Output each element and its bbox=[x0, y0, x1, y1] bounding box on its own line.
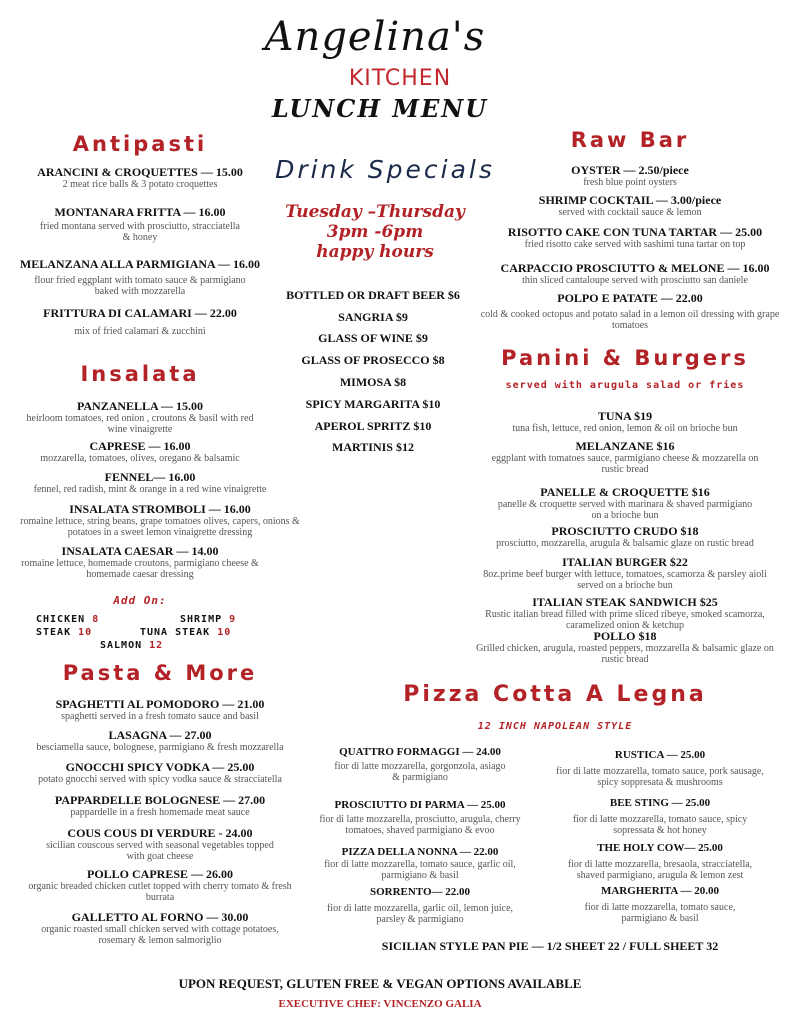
pizza-title: Pizza Cotta A Legna bbox=[403, 682, 707, 707]
logo-script: Angelina's bbox=[264, 14, 486, 60]
menu-item bbox=[500, 194, 760, 218]
menu-item bbox=[10, 307, 270, 337]
addon-chicken bbox=[36, 614, 99, 625]
item-name: FRITTURA DI CALAMARI — 22.00 bbox=[43, 306, 237, 320]
item-desc: mix of fried calamari & zucchini bbox=[74, 326, 206, 337]
menu-item bbox=[540, 842, 780, 881]
item-name: MELANZANA ALLA PARMIGIANA — 16.00 bbox=[19, 257, 261, 271]
item-desc: fior di latte mozzarella, tomato sauce, pork sausage, spicy soppresata & mushrooms bbox=[556, 766, 764, 788]
menu-item bbox=[10, 400, 270, 435]
drink-item: BOTTLED OR DRAFT BEER $6 bbox=[286, 288, 460, 302]
addon-price: 10 bbox=[78, 627, 93, 638]
logo-kitchen: KITCHEN bbox=[348, 66, 452, 91]
footer-note: UPON REQUEST, GLUTEN FREE & VEGAN OPTIONS AVAILABLE bbox=[178, 976, 582, 991]
item-desc: fior di latte mozzarella, tomato sauce, spicy sopressata & hot honey bbox=[572, 814, 748, 836]
item-name: CAPRESE — 16.00 bbox=[89, 439, 191, 453]
menu-item bbox=[5, 503, 315, 538]
addon-label: CHICKEN bbox=[36, 614, 86, 625]
footer-chef: EXECUTIVE CHEF: VINCENZO GALIA bbox=[278, 998, 482, 1010]
item-name: OYSTER — 2.50/piece bbox=[571, 163, 689, 177]
item-desc: eggplant with tomatoes sauce, parmigiano cheese & mozzarella on rustic bread bbox=[491, 453, 759, 475]
menu-item bbox=[10, 698, 310, 722]
item-name: MELANZANE $16 bbox=[575, 439, 675, 453]
menu-item bbox=[480, 486, 770, 521]
item-name: ARANCINI & CROQUETTES — 15.00 bbox=[37, 165, 243, 179]
drinks-days: Tuesday –Thursday bbox=[285, 202, 465, 222]
item-desc: besciamella sauce, bolognese, parmigiano & fresh mozzarella bbox=[36, 742, 284, 753]
item-name: QUATTRO FORMAGGI — 24.00 bbox=[339, 746, 501, 758]
menu-item bbox=[490, 226, 780, 250]
menu-item bbox=[545, 885, 775, 924]
item-name: THE HOLY COW— 25.00 bbox=[597, 842, 723, 854]
menu-item bbox=[545, 797, 775, 836]
item-desc: fior di latte mozzarella, tomato sauce, garlic oil, parmigiano & basil bbox=[324, 859, 516, 881]
item-name: SHRIMP COCKTAIL — 3.00/piece bbox=[538, 193, 722, 207]
drink-item: GLASS OF WINE $9 bbox=[318, 331, 428, 345]
item-name: PROSCIUTTO CRUDO $18 bbox=[551, 524, 699, 538]
menu-item bbox=[315, 746, 525, 783]
item-desc: fried montana served with prosciutto, stracciatella & honey bbox=[40, 221, 240, 243]
menu-item bbox=[490, 262, 780, 286]
item-desc: romaine lettuce, string beans, grape tomatoes olives, capers, onions & potatoes in a sweet lemon vinaigrette dressing bbox=[20, 516, 300, 538]
item-desc: pappardelle in a fresh homemade meat sauce bbox=[70, 807, 250, 818]
addon-label: STEAK bbox=[36, 627, 72, 638]
addon-price: 10 bbox=[217, 627, 232, 638]
addon-label: SALMON bbox=[100, 640, 143, 651]
item-name: GALLETTO AL FORNO — 30.00 bbox=[71, 910, 249, 924]
item-name: POLPO E PATATE — 22.00 bbox=[557, 291, 703, 305]
item-desc: tuna fish, lettuce, red onion, lemon & oil on brioche bun bbox=[512, 423, 738, 434]
item-name: COUS COUS DI VERDURE - 24.00 bbox=[67, 826, 253, 840]
addon-label: SHRIMP bbox=[180, 614, 223, 625]
item-desc: heirloom tomatoes, red onion , croutons & basil with red wine vinaigrette bbox=[26, 413, 254, 435]
item-desc: 8oz.prime beef burger with lettuce, tomatoes, scamorza & parsley aioli served on a brioche bun bbox=[483, 569, 767, 591]
menu-item bbox=[470, 556, 780, 591]
menu-item bbox=[475, 292, 785, 331]
addon-price: 9 bbox=[229, 614, 237, 625]
item-name: GNOCCHI SPICY VODKA — 25.00 bbox=[65, 760, 255, 774]
item-name: INSALATA CAESAR — 14.00 bbox=[61, 544, 219, 558]
item-desc: Grilled chicken, arugula, roasted peppers, mozzarella & balsamic glaze on rustic bread bbox=[476, 643, 774, 665]
item-name: PANELLE & CROQUETTE $16 bbox=[540, 485, 710, 499]
menu-item bbox=[480, 440, 770, 475]
item-desc: mozzarella, tomatoes, olives, oregano & balsamic bbox=[40, 453, 240, 464]
item-desc: sicilian couscous served with seasonal vegetables topped with goat cheese bbox=[46, 840, 274, 862]
drink-item: MIMOSA $8 bbox=[339, 375, 407, 389]
drink-item: SANGRIA $9 bbox=[338, 310, 408, 324]
rawbar-title: Raw Bar bbox=[570, 128, 690, 152]
menu-item bbox=[10, 206, 270, 243]
item-desc: fennel, red radish, mint & orange in a red wine vinaigrette bbox=[33, 484, 267, 495]
panini-title: Panini & Burgers bbox=[501, 346, 749, 370]
item-name: PIZZA DELLA NONNA — 22.00 bbox=[341, 846, 499, 858]
item-desc: prosciutto, mozzarella, arugula & balsamic glaze on rustic bread bbox=[496, 538, 754, 549]
item-desc: Rustic italian bread filled with prime sliced ribeye, smoked scamorza, caramelized onion & ketchup bbox=[485, 609, 765, 631]
item-name: BEE STING — 25.00 bbox=[609, 797, 711, 809]
item-name: RISOTTO CAKE CON TUNA TARTAR — 25.00 bbox=[507, 225, 763, 239]
item-name: PROSCIUTTO DI PARMA — 25.00 bbox=[334, 799, 506, 811]
addon-label: TUNA STEAK bbox=[140, 627, 211, 638]
item-name: PAPPARDELLE BOLOGNESE — 27.00 bbox=[54, 793, 266, 807]
item-name: POLLO CAPRESE — 26.00 bbox=[86, 867, 233, 881]
item-name: PANZANELLA — 15.00 bbox=[76, 399, 204, 413]
item-desc: fresh blue point oysters bbox=[583, 177, 677, 188]
drink-item: GLASS OF PROSECCO $8 bbox=[301, 353, 445, 367]
item-desc: fried risotto cake served with sashimi tuna tartar on top bbox=[524, 239, 746, 250]
item-name: ITALIAN STEAK SANDWICH $25 bbox=[532, 595, 718, 609]
drinks-title: Drink Specials bbox=[275, 155, 495, 184]
addon-price: 8 bbox=[92, 614, 100, 625]
menu-item bbox=[10, 794, 310, 818]
drink-item: APEROL SPRITZ $10 bbox=[314, 419, 432, 433]
menu-item bbox=[10, 258, 270, 297]
item-name: POLLO $18 bbox=[593, 629, 657, 643]
menu-item bbox=[465, 630, 785, 665]
menu-item bbox=[480, 410, 770, 434]
item-desc: fior di latte mozzarella, prosciutto, arugula, cherry tomatoes, shaved parmigiano & evoo bbox=[319, 814, 521, 836]
drinks-hours: 3pm -6pm bbox=[326, 222, 424, 242]
addon-price: 12 bbox=[149, 640, 164, 651]
menu-item bbox=[310, 799, 530, 836]
menu-item bbox=[310, 846, 530, 881]
item-name: LASAGNA — 27.00 bbox=[108, 728, 212, 742]
addon-title: Add On: bbox=[113, 594, 167, 607]
item-name: TUNA $19 bbox=[597, 409, 653, 423]
pan-pie: SICILIAN STYLE PAN PIE — 1/2 SHEET 22 / FULL SHEET 32 bbox=[381, 939, 719, 953]
menu-item bbox=[5, 729, 315, 753]
menu-item bbox=[10, 545, 270, 580]
menu-item bbox=[10, 911, 310, 946]
pasta-title: Pasta & More bbox=[62, 661, 258, 685]
menu-item bbox=[470, 596, 780, 631]
item-desc: fior di latte mozzarella, bresaola, stracciatella, shaved parmigiano, arugula & lemon zest bbox=[567, 859, 753, 881]
menu-item bbox=[310, 886, 530, 925]
drink-item: SPICY MARGARITA $10 bbox=[305, 397, 441, 411]
item-name: ITALIAN BURGER $22 bbox=[562, 555, 688, 569]
drinks-happy: happy hours bbox=[316, 242, 434, 262]
menu-item bbox=[10, 827, 310, 862]
menu-item bbox=[10, 868, 310, 903]
item-desc: fior di latte mozzarella, tomato sauce, parmigiano & basil bbox=[584, 902, 736, 924]
item-desc: flour fried eggplant with tomato sauce & parmigiano baked with mozzarella bbox=[34, 275, 246, 297]
item-name: FENNEL— 16.00 bbox=[104, 470, 196, 484]
menu-item bbox=[545, 749, 775, 788]
item-desc: fior di latte mozzarella, garlic oil, lemon juice, parsley & parmigiano bbox=[326, 903, 514, 925]
item-name: SPAGHETTI AL POMODORO — 21.00 bbox=[55, 697, 265, 711]
item-desc: served with cocktail sauce & lemon bbox=[558, 207, 702, 218]
item-name: MARGHERITA — 20.00 bbox=[600, 885, 720, 897]
addon-salmon bbox=[100, 640, 163, 651]
item-name: RUSTICA — 25.00 bbox=[614, 749, 706, 761]
item-name: INSALATA STROMBOLI — 16.00 bbox=[69, 502, 251, 516]
item-name: CARPACCIO PROSCIUTTO & MELONE — 16.00 bbox=[500, 261, 770, 275]
pizza-subtitle: 12 INCH NAPOLEAN STYLE bbox=[477, 721, 633, 732]
menu-item bbox=[10, 166, 270, 190]
menu-item bbox=[500, 164, 760, 188]
menu-item bbox=[10, 440, 270, 464]
drink-item: MARTINIS $12 bbox=[332, 440, 414, 454]
item-desc: cold & cooked octopus and potato salad in a lemon oil dressing with grape tomatoes bbox=[480, 309, 780, 331]
menu-item bbox=[5, 761, 315, 785]
item-desc: potato gnocchi served with spicy vodka sauce & stracciatella bbox=[38, 774, 282, 785]
item-name: SORRENTO— 22.00 bbox=[369, 886, 471, 898]
antipasti-title: Antipasti bbox=[72, 132, 208, 156]
item-desc: panelle & croquette served with marinara & shaved parmigiano on a brioche bun bbox=[497, 499, 753, 521]
addon-shrimp bbox=[180, 614, 236, 625]
item-desc: 2 meat rice balls & 3 potato croquettes bbox=[62, 179, 218, 190]
page-title: LUNCH MENU bbox=[271, 94, 489, 123]
menu-item bbox=[5, 471, 295, 495]
addon-steak bbox=[36, 627, 92, 638]
item-desc: romaine lettuce, homemade croutons, parmigiano cheese & homemade caesar dressing bbox=[21, 558, 259, 580]
addon-tuna bbox=[140, 627, 231, 638]
panini-subtitle: served with arugula salad or fries bbox=[505, 380, 745, 391]
item-desc: organic breaded chicken cutlet topped with cherry tomato & fresh burrata bbox=[28, 881, 292, 903]
item-desc: fior di latte mozzarella, gorgonzola, asiago & parmigiano bbox=[334, 761, 506, 783]
item-name: MONTANARA FRITTA — 16.00 bbox=[54, 205, 226, 219]
menu-item bbox=[470, 525, 780, 549]
item-desc: organic roasted small chicken served with cottage potatoes, rosemary & lemon salmoriglio bbox=[41, 924, 279, 946]
item-desc: thin sliced cantaloupe served with prosciutto san daniele bbox=[522, 275, 748, 286]
item-desc: spaghetti served in a fresh tomato sauce and basil bbox=[61, 711, 259, 722]
insalata-title: Insalata bbox=[80, 362, 200, 386]
